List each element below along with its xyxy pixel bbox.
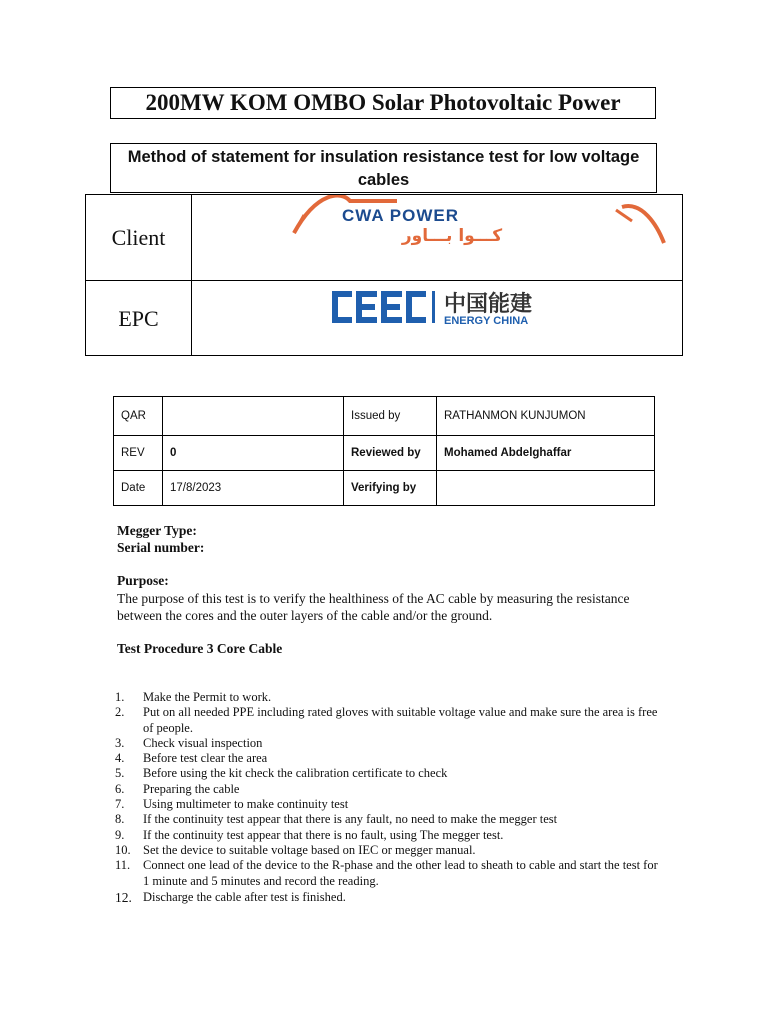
step-text: Before using the kit check the calibration certificate to check: [143, 766, 448, 781]
step-text: If the continuity test appear that there is no fault, using The megger test.: [143, 827, 504, 842]
list-item: [113, 751, 658, 766]
step-text: Discharge the cable after test is finished.: [143, 889, 346, 904]
list-item: [113, 843, 658, 858]
step-text: Check visual inspection: [143, 735, 263, 750]
list-item: [113, 812, 658, 827]
step-text: Put on all needed PPE including rated gloves with suitable voltage value and make sure the area is free of people.: [143, 705, 658, 735]
step-number: 6.: [115, 781, 125, 796]
epc-label: EPC: [86, 281, 192, 356]
parties-table: [85, 194, 683, 356]
document-subtitle-text: Method of statement for insulation resistance test for low voltage cables: [127, 148, 640, 189]
document-control-table: [113, 396, 655, 506]
procedure-steps-list: [113, 690, 658, 905]
list-item: [113, 797, 658, 812]
table-row: [114, 436, 655, 471]
rev-value: 0: [163, 436, 344, 471]
step-number: 8.: [115, 812, 125, 827]
list-item: [113, 736, 658, 751]
step-number: 2.: [115, 705, 125, 720]
qar-label: QAR: [114, 397, 163, 436]
purpose-text: The purpose of this test is to verify the healthiness of the AC cable by measuring the resistance between the cores and the outer layers of the cable and/or the ground.: [117, 591, 630, 623]
step-number: 4.: [115, 751, 125, 766]
client-logo-cell: [192, 195, 682, 280]
rev-label: REV: [114, 436, 163, 471]
svg-text:中国能建: 中国能建: [444, 292, 533, 317]
verifying-by-label: Verifying by: [344, 471, 437, 506]
qar-value: [163, 397, 344, 436]
list-item: [113, 890, 658, 905]
step-text: Set the device to suitable voltage based on IEC or megger manual.: [143, 842, 476, 857]
epc-logo-cell: [192, 281, 682, 356]
svg-text:كـــوا بـــاور: كـــوا بـــاور: [401, 226, 503, 246]
document-subtitle: [110, 143, 657, 193]
list-item: [113, 828, 658, 843]
step-number: 7.: [115, 797, 125, 812]
list-item: [113, 705, 658, 736]
step-number: 9.: [115, 827, 125, 842]
reviewed-by-label: Reviewed by: [344, 436, 437, 471]
date-value: 17/8/2023: [163, 471, 344, 506]
step-number: 1.: [115, 690, 125, 704]
list-item: [113, 766, 658, 781]
step-number: 5.: [115, 766, 125, 781]
table-row: [114, 397, 655, 436]
table-row: [114, 471, 655, 506]
step-number: 12.: [115, 889, 132, 905]
step-text: Connect one lead of the device to the R-phase and the other lead to sheath to cable and start the test for 1 minute and 5 minutes and record the reading.: [143, 858, 658, 888]
step-text: Make the Permit to work.: [143, 690, 272, 704]
step-number: 10.: [115, 842, 131, 857]
procedure-heading: Test Procedure 3 Core Cable: [117, 641, 283, 656]
megger-type-label: Megger Type:: [117, 523, 197, 538]
list-item: [113, 782, 658, 797]
issued-by-value: RATHANMON KUNJUMON: [437, 397, 655, 436]
step-number: 3.: [115, 735, 125, 750]
date-label: Date: [114, 471, 163, 506]
reviewed-by-value: Mohamed Abdelghaffar: [437, 436, 655, 471]
acwa-power-logo-icon: [192, 195, 682, 279]
list-item: [113, 858, 658, 889]
purpose-heading: Purpose:: [117, 573, 169, 588]
document-title-text: 200MW KOM OMBO Solar Photovoltaic Power: [145, 90, 621, 115]
verifying-by-value: [437, 471, 655, 506]
step-text: Preparing the cable: [143, 781, 240, 796]
issued-by-label: Issued by: [344, 397, 437, 436]
client-row: [86, 195, 682, 281]
energy-china-logo-icon: [192, 281, 682, 355]
serial-number-label: Serial number:: [117, 540, 205, 555]
document-title: [110, 87, 656, 119]
step-number: 11.: [115, 858, 131, 873]
list-item: [113, 690, 658, 705]
step-text: If the continuity test appear that there is any fault, no need to make the megger test: [143, 812, 558, 827]
client-label: Client: [86, 195, 192, 280]
epc-row: [86, 281, 682, 356]
step-text: Before test clear the area: [143, 751, 268, 766]
svg-text:ENERGY CHINA: ENERGY CHINA: [444, 315, 529, 327]
step-text: Using multimeter to make continuity test: [143, 797, 349, 812]
svg-text:CWA POWER: CWA POWER: [342, 206, 459, 225]
